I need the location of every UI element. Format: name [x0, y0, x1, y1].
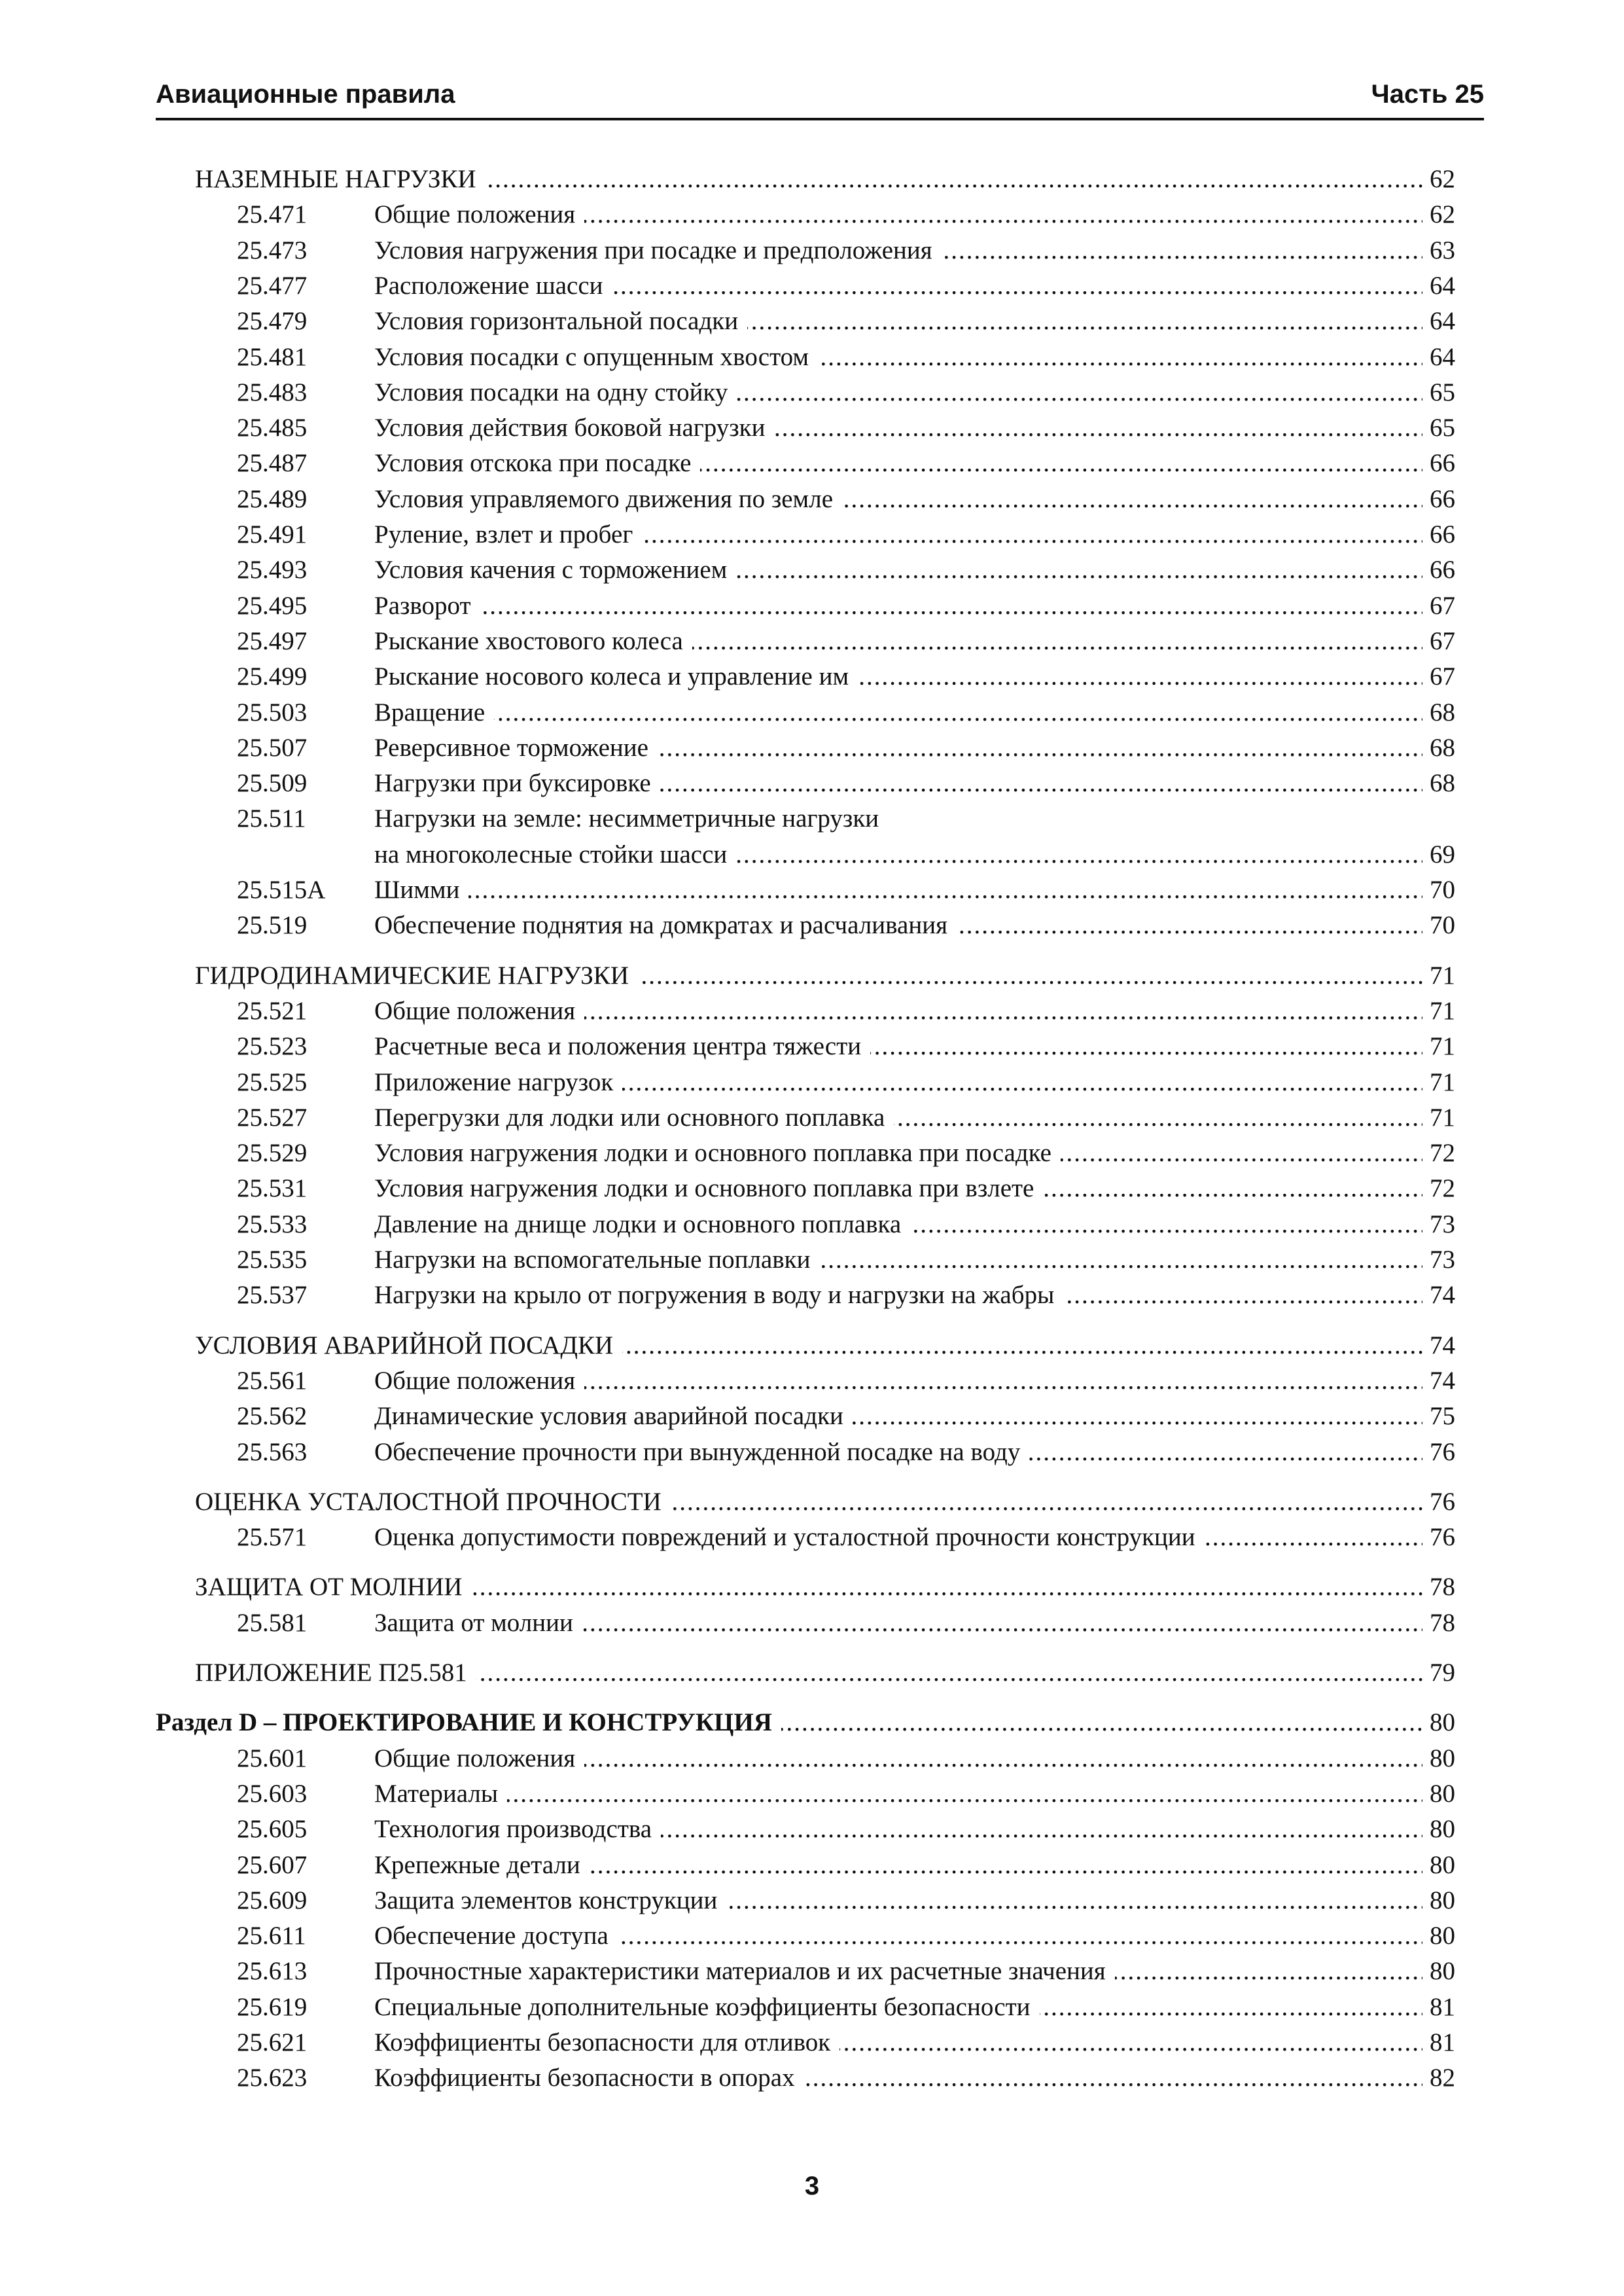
toc-item-title: Приложение нагрузок — [374, 1068, 622, 1096]
toc-item — [374, 1520, 1455, 1554]
toc-item-number: 25.603 — [237, 1779, 308, 1808]
toc-item — [374, 696, 1455, 730]
toc-item-number: 25.515А — [237, 876, 326, 904]
toc-item-number: 25.497 — [237, 626, 308, 655]
toc-item-page: 76 — [1423, 1520, 1455, 1554]
toc-item-title: Нагрузки на крыло от погружения в воду и нагрузки на жабры — [374, 1281, 1063, 1309]
toc-item-title: Условия посадки с опущенным хвостом — [374, 343, 818, 371]
toc-item-title: Общие положения — [374, 200, 584, 228]
toc-item-title: Условия посадки на одну стойку — [374, 378, 737, 406]
toc-item-title: Условия действия боковой нагрузки — [374, 414, 775, 442]
toc-item-page: 68 — [1423, 766, 1455, 800]
toc-item-page: 62 — [1423, 198, 1455, 232]
toc-item-page: 70 — [1423, 908, 1455, 942]
toc-item-continued-page: 69 — [1423, 838, 1455, 872]
toc-item-title: Нагрузки на земле: несимметричные нагрузки — [374, 804, 879, 833]
toc-item-title: Перегрузки для лодки или основного поплавка — [374, 1103, 894, 1132]
toc-item — [374, 482, 1455, 516]
toc-item — [374, 1399, 1455, 1433]
toc-item — [374, 1848, 1455, 1882]
toc-item — [374, 2061, 1455, 2095]
toc-item-page: 80 — [1423, 1742, 1455, 1776]
toc-item-page: 80 — [1423, 1884, 1455, 1918]
toc-item-page: 67 — [1423, 589, 1455, 623]
toc-item — [374, 1208, 1455, 1242]
toc-item-page: 80 — [1423, 1954, 1455, 1988]
toc-section-heading-page: 76 — [1423, 1485, 1455, 1519]
toc-item-page: 67 — [1423, 660, 1455, 694]
toc-item — [374, 340, 1455, 374]
toc-item-number: 25.473 — [237, 236, 308, 264]
toc-item-page: 71 — [1423, 1101, 1455, 1135]
toc-item-title: Вращение — [374, 698, 494, 726]
toc-item-number: 25.483 — [237, 378, 308, 406]
toc-section-heading-title: УСЛОВИЯ АВАРИЙНОЙ ПОСАДКИ — [195, 1331, 622, 1359]
toc-item — [374, 304, 1455, 338]
toc-item — [374, 1030, 1455, 1064]
toc-item-page: 71 — [1423, 1066, 1455, 1100]
toc-item — [374, 731, 1455, 765]
toc-section-heading-page: 78 — [1423, 1570, 1455, 1604]
toc-item-title: Нагрузки при буксировке — [374, 769, 660, 797]
toc-section-heading — [195, 959, 1455, 993]
toc-item-page: 66 — [1423, 518, 1455, 552]
toc-item-title: Общие положения — [374, 1744, 584, 1772]
toc-item-page: 81 — [1423, 1990, 1455, 2024]
toc-item — [374, 1435, 1455, 1469]
toc-item — [374, 446, 1455, 480]
toc-part-heading-title: Раздел D – ПРОЕКТИРОВАНИЕ И КОНСТРУКЦИЯ — [156, 1708, 781, 1736]
toc-item-page: 66 — [1423, 482, 1455, 516]
toc-item-page: 66 — [1423, 446, 1455, 480]
toc-item-title: Оценка допустимости повреждений и усталостной прочности конструкции — [374, 1523, 1205, 1551]
toc-item-number: 25.537 — [237, 1281, 308, 1310]
toc-item — [374, 994, 1455, 1028]
toc-section-heading-title: НАЗЕМНЫЕ НАГРУЗКИ — [195, 165, 485, 193]
toc-item-title: Условия отскока при посадке — [374, 449, 700, 477]
toc-section-heading — [195, 1329, 1455, 1363]
toc-item — [374, 1742, 1455, 1776]
toc-item-title: Реверсивное торможение — [374, 734, 658, 762]
toc-section-heading-title: ПРИЛОЖЕНИЕ П25.581 — [195, 1659, 476, 1687]
toc-item-number: 25.509 — [237, 769, 308, 798]
toc-item — [374, 1101, 1455, 1135]
toc-item-page: 74 — [1423, 1364, 1455, 1398]
toc-item-number: 25.581 — [237, 1608, 308, 1637]
toc-item-title: Условия качения с торможением — [374, 556, 736, 584]
toc-item-number: 25.507 — [237, 733, 308, 762]
toc-item — [374, 1954, 1455, 1988]
toc-section-heading-page: 71 — [1423, 959, 1455, 993]
toc-item-title: Динамические условия аварийной посадки — [374, 1402, 853, 1430]
toc-item-number: 25.601 — [237, 1744, 308, 1772]
toc-item-number: 25.493 — [237, 556, 308, 584]
toc-section-heading-title: ЗАЩИТА ОТ МОЛНИИ — [195, 1573, 472, 1601]
toc-item — [374, 589, 1455, 623]
toc-item-number: 25.485 — [237, 414, 308, 442]
toc-item-title: Условия нагружения лодки и основного поплавка при посадке — [374, 1139, 1061, 1167]
toc-item-title: Условия управляемого движения по земле — [374, 485, 842, 513]
toc-item — [374, 518, 1455, 552]
toc-item — [374, 1364, 1455, 1398]
toc-item-title: Общие положения — [374, 1367, 584, 1395]
toc-item-page: 71 — [1423, 994, 1455, 1028]
toc-item-number: 25.605 — [237, 1815, 308, 1844]
toc-item-title: Рыскание хвостового колеса — [374, 627, 692, 655]
toc-item-page: 67 — [1423, 624, 1455, 658]
toc-item-title: Расположение шасси — [374, 272, 612, 300]
running-header — [156, 77, 1484, 120]
toc-part-heading — [156, 1706, 1455, 1740]
toc-item-title: Шимми — [374, 876, 468, 904]
toc-item — [374, 411, 1455, 445]
toc-item-page: 76 — [1423, 1435, 1455, 1469]
toc-item — [374, 1606, 1455, 1640]
toc-item-number: 25.511 — [237, 804, 306, 833]
toc-item-page: 66 — [1423, 553, 1455, 587]
toc-item-title: Условия нагружения лодки и основного поплавка при взлете — [374, 1174, 1043, 1202]
toc-item-number: 25.523 — [237, 1032, 308, 1061]
toc-item-number: 25.535 — [237, 1246, 308, 1274]
toc-item-number: 25.529 — [237, 1139, 308, 1168]
toc-item-number: 25.609 — [237, 1886, 308, 1914]
toc-item-page: 68 — [1423, 696, 1455, 730]
toc-item-title: Коэффициенты безопасности в опорах — [374, 2064, 804, 2092]
toc-section-heading-title: ОЦЕНКА УСТАЛОСТНОЙ ПРОЧНОСТИ — [195, 1488, 671, 1516]
toc-item — [374, 1066, 1455, 1100]
toc-item-number: 25.525 — [237, 1067, 308, 1096]
toc-item-page: 82 — [1423, 2061, 1455, 2095]
toc-item-title: Коэффициенты безопасности для отливок — [374, 2028, 839, 2056]
toc-item-page: 68 — [1423, 731, 1455, 765]
toc-item — [374, 376, 1455, 410]
toc-item-title: Нагрузки на вспомогательные поплавки — [374, 1246, 819, 1274]
toc-section-heading — [195, 1485, 1455, 1519]
toc-part-heading-page: 80 — [1423, 1706, 1455, 1740]
toc-item-title: Технология производства — [374, 1815, 661, 1843]
toc-item-page: 80 — [1423, 1777, 1455, 1811]
toc-item — [374, 269, 1455, 303]
toc-item-title: Условия горизонтальной посадки — [374, 307, 747, 335]
toc-item — [374, 1278, 1455, 1312]
toc-item-page: 70 — [1423, 873, 1455, 907]
toc-item-page: 64 — [1423, 269, 1455, 303]
toc-item-number: 25.489 — [237, 484, 308, 513]
toc-item-number: 25.521 — [237, 996, 308, 1025]
toc-item-title: Защита элементов конструкции — [374, 1886, 726, 1914]
document-part: Часть 25 — [1371, 80, 1484, 109]
toc-item-number: 25.531 — [237, 1174, 308, 1203]
toc-item-number: 25.503 — [237, 698, 308, 726]
toc-item-page: 75 — [1423, 1399, 1455, 1433]
toc-item — [374, 908, 1455, 942]
toc-item — [374, 660, 1455, 694]
toc-item-page: 74 — [1423, 1278, 1455, 1312]
toc-item-title: Разворот — [374, 592, 480, 620]
toc-item-number: 25.495 — [237, 591, 308, 620]
toc-item-page: 72 — [1423, 1172, 1455, 1206]
toc-item — [374, 1919, 1455, 1953]
toc-item-number: 25.519 — [237, 911, 308, 940]
toc-item-page: 72 — [1423, 1136, 1455, 1170]
toc-item-number: 25.561 — [237, 1366, 308, 1395]
toc-item-number: 25.479 — [237, 307, 308, 336]
toc-item-number: 25.499 — [237, 662, 308, 691]
toc-item-title: Прочностные характеристики материалов и их расчетные значения — [374, 1957, 1115, 1985]
toc-item-page: 63 — [1423, 234, 1455, 268]
toc-item-continued-title: на многоколесные стойки шасси — [374, 840, 736, 869]
toc-item-number: 25.487 — [237, 449, 308, 478]
toc-item-number: 25.562 — [237, 1402, 308, 1431]
toc-item-page: 64 — [1423, 304, 1455, 338]
toc-section-heading-page: 79 — [1423, 1656, 1455, 1690]
toc-item-number: 25.481 — [237, 342, 308, 371]
toc-item-number: 25.477 — [237, 271, 308, 300]
toc-item-number: 25.607 — [237, 1850, 308, 1879]
toc-item-number: 25.611 — [237, 1922, 306, 1950]
toc-item-number: 25.619 — [237, 1992, 308, 2021]
toc-item — [374, 1172, 1455, 1206]
toc-item-title: Общие положения — [374, 997, 584, 1025]
toc-item-page: 64 — [1423, 340, 1455, 374]
toc-item-number: 25.471 — [237, 200, 308, 229]
toc-item-title: Специальные дополнительные коэффициенты безопасности — [374, 1993, 1040, 2021]
toc-item — [374, 802, 1455, 836]
toc-item — [374, 1777, 1455, 1811]
toc-section-heading-page: 62 — [1423, 162, 1455, 196]
toc-item-page: 73 — [1423, 1243, 1455, 1277]
toc-item-number: 25.527 — [237, 1103, 308, 1132]
toc-item-title: Защита от молнии — [374, 1609, 582, 1637]
page-number: 3 — [804, 2172, 820, 2200]
toc-item-page: 78 — [1423, 1606, 1455, 1640]
toc-item-number: 25.533 — [237, 1210, 308, 1238]
toc-item-title: Обеспечение прочности при вынужденной посадке на воду — [374, 1438, 1029, 1466]
toc-item-title: Материалы — [374, 1780, 507, 1808]
toc-section-heading — [195, 1570, 1455, 1604]
toc-item-title: Расчетные веса и положения центра тяжести — [374, 1032, 870, 1060]
toc-item-page: 65 — [1423, 376, 1455, 410]
toc-item-page: 71 — [1423, 1030, 1455, 1064]
toc-item-page: 80 — [1423, 1919, 1455, 1953]
toc-item-number: 25.623 — [237, 2064, 308, 2092]
toc-item — [374, 624, 1455, 658]
toc-item — [374, 1136, 1455, 1170]
toc-item — [374, 553, 1455, 587]
toc-item-number: 25.571 — [237, 1523, 308, 1552]
toc-section-heading — [195, 1656, 1455, 1690]
toc-item-number: 25.491 — [237, 520, 308, 548]
toc-item — [374, 766, 1455, 800]
toc-item — [374, 1812, 1455, 1846]
toc-item-page: 65 — [1423, 411, 1455, 445]
toc-item-page: 81 — [1423, 2026, 1455, 2060]
toc-item-number: 25.613 — [237, 1957, 308, 1986]
toc-section-heading-title: ГИДРОДИНАМИЧЕСКИЕ НАГРУЗКИ — [195, 961, 638, 990]
toc-item-number: 25.621 — [237, 2028, 308, 2056]
toc-item-title: Руление, взлет и пробег — [374, 520, 642, 548]
toc-item-number: 25.563 — [237, 1437, 308, 1466]
toc-item — [374, 1243, 1455, 1277]
toc-item-page: 80 — [1423, 1812, 1455, 1846]
toc-item-page: 73 — [1423, 1208, 1455, 1242]
toc-section-heading-page: 74 — [1423, 1329, 1455, 1363]
toc-item — [374, 198, 1455, 232]
toc-item — [374, 2026, 1455, 2060]
document-title: Авиационные правила — [156, 80, 455, 109]
toc-item-title: Обеспечение поднятия на домкратах и расчаливания — [374, 911, 957, 939]
toc-item-title: Давление на днище лодки и основного поплавка — [374, 1210, 910, 1238]
toc-section-heading — [195, 162, 1455, 196]
toc-item-title: Рыскание носового колеса и управление им — [374, 662, 858, 691]
toc-item-title: Обеспечение доступа — [374, 1922, 618, 1950]
toc-item — [374, 234, 1455, 268]
toc-item-continued — [374, 838, 1455, 872]
toc-item — [374, 1990, 1455, 2024]
toc-item-title: Крепежные детали — [374, 1851, 590, 1879]
toc-item-title: Условия нагружения при посадке и предположения — [374, 236, 942, 264]
toc-item-page: 80 — [1423, 1848, 1455, 1882]
toc-item — [374, 1884, 1455, 1918]
toc-item — [374, 873, 1455, 907]
